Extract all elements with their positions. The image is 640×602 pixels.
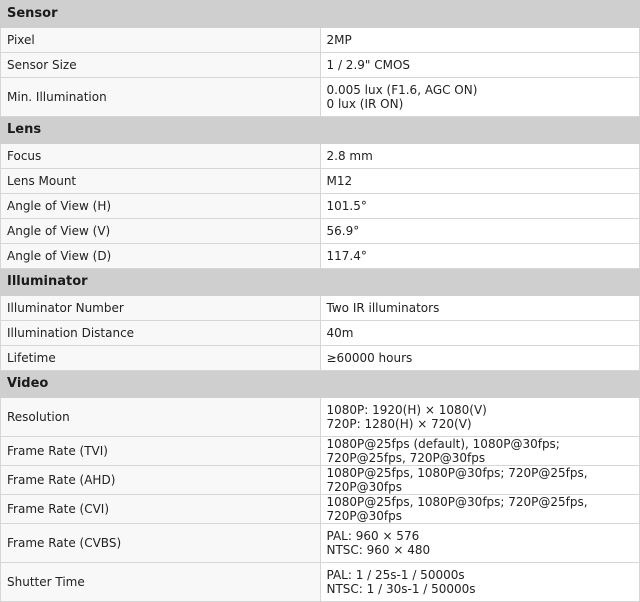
spec-value-line: 2.8 mm	[326, 149, 373, 163]
table-row	[1, 78, 640, 117]
spec-value	[320, 524, 640, 563]
section-title: Video	[1, 371, 640, 398]
spec-value	[320, 398, 640, 437]
spec-value	[320, 78, 640, 117]
spec-label: Angle of View (H)	[1, 194, 321, 219]
table-row	[1, 169, 640, 194]
spec-value-line: NTSC: 1 / 30s-1 / 50000s	[326, 582, 476, 596]
section-header-sensor	[1, 1, 640, 28]
spec-label: Lifetime	[1, 346, 321, 371]
spec-value	[320, 466, 640, 495]
spec-label: Frame Rate (TVI)	[1, 437, 321, 466]
spec-value	[320, 169, 640, 194]
spec-label: Focus	[1, 144, 321, 169]
section-title: Lens	[1, 117, 640, 144]
spec-value-line: 101.5°	[326, 199, 367, 213]
spec-label: Angle of View (V)	[1, 219, 321, 244]
spec-value	[320, 296, 640, 321]
spec-value-line: 2MP	[326, 33, 352, 47]
table-row	[1, 524, 640, 563]
table-row	[1, 398, 640, 437]
spec-label: Shutter Time	[1, 563, 321, 602]
spec-value-line: 1 / 2.9" CMOS	[326, 58, 411, 72]
spec-label: Frame Rate (AHD)	[1, 466, 321, 495]
spec-label: Frame Rate (CVBS)	[1, 524, 321, 563]
spec-value	[320, 563, 640, 602]
spec-value-line: 56.9°	[326, 224, 360, 238]
table-row	[1, 144, 640, 169]
spec-label: Angle of View (D)	[1, 244, 321, 269]
spec-value-line: 1080P@25fps (default), 1080P@30fps; 720P@25fps, 720P@30fps	[326, 437, 560, 465]
table-row	[1, 437, 640, 466]
spec-value-line: 1080P@25fps, 1080P@30fps; 720P@25fps, 720P@30fps	[326, 466, 588, 494]
spec-value	[320, 28, 640, 53]
spec-label: Min. Illumination	[1, 78, 321, 117]
spec-value-line: ≥60000 hours	[326, 351, 413, 365]
spec-value-line: 40m	[326, 326, 354, 340]
spec-value-line: Two IR illuminators	[326, 301, 440, 315]
spec-value	[320, 437, 640, 466]
section-header-lens	[1, 117, 640, 144]
spec-value-line: 720P: 1280(H) × 720(V)	[326, 417, 472, 431]
table-row	[1, 296, 640, 321]
spec-value-line: 1080P: 1920(H) × 1080(V)	[326, 403, 487, 417]
table-row	[1, 321, 640, 346]
table-row	[1, 466, 640, 495]
spec-value	[320, 244, 640, 269]
section-header-illuminator	[1, 269, 640, 296]
spec-value-line: PAL: 960 × 576	[326, 529, 420, 543]
table-row	[1, 563, 640, 602]
spec-value-line: 117.4°	[326, 249, 367, 263]
spec-value-line: PAL: 1 / 25s-1 / 50000s	[326, 568, 465, 582]
table-row	[1, 244, 640, 269]
spec-label: Pixel	[1, 28, 321, 53]
spec-label: Illumination Distance	[1, 321, 321, 346]
section-title: Illuminator	[1, 269, 640, 296]
table-row	[1, 194, 640, 219]
spec-value	[320, 144, 640, 169]
table-row	[1, 346, 640, 371]
table-row	[1, 28, 640, 53]
spec-label: Lens Mount	[1, 169, 321, 194]
spec-table-body	[1, 1, 640, 602]
table-row	[1, 495, 640, 524]
spec-value	[320, 219, 640, 244]
spec-value-line: 0 lux (IR ON)	[326, 97, 404, 111]
spec-value-line: M12	[326, 174, 353, 188]
spec-value	[320, 346, 640, 371]
spec-label: Illuminator Number	[1, 296, 321, 321]
section-title: Sensor	[1, 1, 640, 28]
table-row	[1, 219, 640, 244]
spec-value-line: NTSC: 960 × 480	[326, 543, 431, 557]
spec-value	[320, 194, 640, 219]
table-row	[1, 53, 640, 78]
spec-value-line: 1080P@25fps, 1080P@30fps; 720P@25fps, 720P@30fps	[326, 495, 588, 523]
section-header-video	[1, 371, 640, 398]
spec-label: Resolution	[1, 398, 321, 437]
spec-label: Frame Rate (CVI)	[1, 495, 321, 524]
spec-value	[320, 495, 640, 524]
spec-value	[320, 53, 640, 78]
spec-label: Sensor Size	[1, 53, 321, 78]
spec-value	[320, 321, 640, 346]
spec-value-line: 0.005 lux (F1.6, AGC ON)	[326, 83, 478, 97]
